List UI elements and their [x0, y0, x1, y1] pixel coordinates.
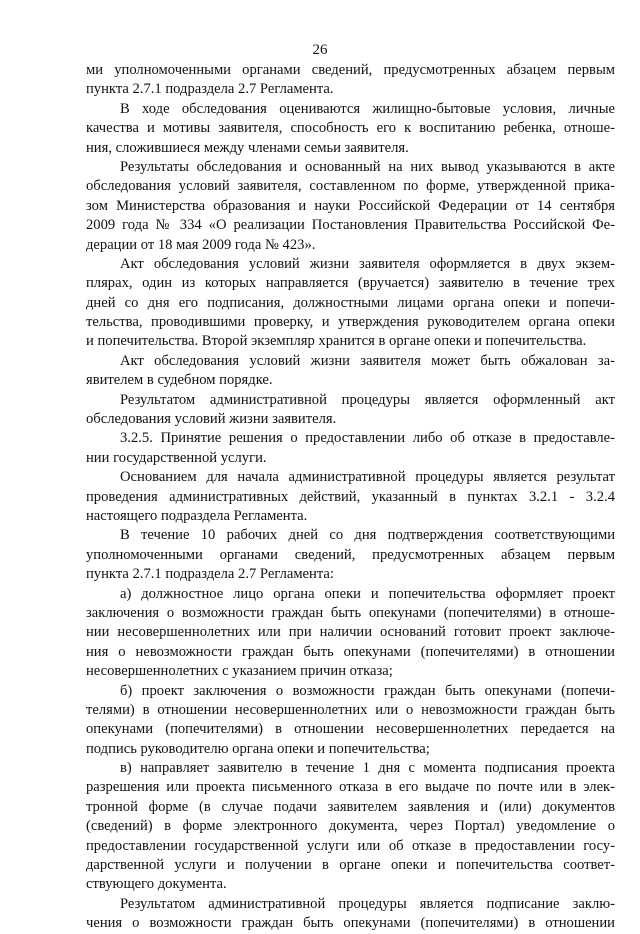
text-line: б) проект заключения о возможности граждан быть опекунами (попечи- [120, 682, 615, 699]
text-line: заключения о возможности граждан быть опекунами (попечителями) в отноше- [86, 604, 615, 621]
text-line: ния о невозможности граждан быть опекунами (попечителями) в отношении [86, 643, 615, 660]
text-line: уполномоченными органами сведений, предусмотренных абзацем первым [86, 546, 615, 563]
text-line: разрешения или проекта письменного отказа в его выдаче по почте или в элек- [86, 779, 615, 796]
text-line: зом Министерства образования и науки Российской Федерации от 14 сентября [86, 197, 615, 214]
text-line: дней со дня его подписания, должностными лицами органа опеки и попечи- [86, 294, 615, 311]
text-line: дерации от 18 мая 2009 года № 423». [86, 236, 316, 253]
text-line: дарственной услуги и получении в органе опеки и попечительства соответ- [86, 857, 615, 874]
paragraph [86, 526, 615, 584]
text-line: и попечительства. Второй экземпляр хранится в органе опеки и попечительства. [86, 333, 587, 350]
text-line: плярах, один из которых направляется (вручается) заявителю в течение трех [86, 275, 615, 292]
paragraph [86, 429, 615, 468]
text-line: ния, сложившиеся между членами семьи заявителя. [86, 139, 409, 156]
text-line: Акт обследования условий жизни заявителя оформляется в двух экзем- [120, 255, 615, 272]
text-line: Акт обследования условий жизни заявителя может быть обжалован за- [120, 352, 615, 369]
text-line: подпись руководителю органа опеки и попечительства; [86, 740, 430, 757]
text-line: тронной форме (в случае подачи заявителем заявления и (или) документов [86, 798, 615, 815]
text-line: чения о возможности граждан быть опекунами (попечителями) в отношении [86, 915, 615, 932]
text-line: а) должностное лицо органа опеки и попечительства оформляет проект [120, 585, 615, 602]
text-line: пункта 2.7.1 подраздела 2.7 Регламента: [86, 566, 334, 583]
text-line: в) направляет заявителю в течение 1 дня с момента подписания проекта [120, 760, 615, 777]
text-line: обследования условий заявителя, составленном по форме, утвержденной прика- [86, 178, 615, 195]
text-line: В течение 10 рабочих дней со дня подтверждения соответствующими [120, 527, 615, 544]
paragraph [86, 895, 615, 934]
text-line: телями) в отношении несовершеннолетних или о невозможности граждан быть [86, 701, 615, 718]
text-line: нии государственной услуги. [86, 449, 267, 466]
text-line: проведения административных действий, указанный в пунктах 3.2.1 - 3.2.4 [86, 488, 615, 505]
paragraph [86, 585, 615, 682]
text-line: 2009 года № 334 «О реализации Постановления Правительства Российской Фе- [86, 217, 615, 234]
text-line: тельства, проводившими проверку, и утверждения руководителем органа опеки [86, 314, 615, 331]
paragraph [86, 158, 615, 255]
text-line: обследования условий жизни заявителя. [86, 411, 337, 428]
text-line: Результатом административной процедуры является подписание заклю- [120, 895, 615, 912]
paragraph [86, 255, 615, 352]
page-number: 26 [312, 42, 328, 58]
paragraph [86, 61, 615, 100]
paragraph [86, 682, 615, 760]
text-line: предоставлении государственной услуги или об отказе в предоставлении госу- [86, 837, 615, 854]
text-line: нии несовершеннолетних или при наличии оснований готовит проект заключе- [86, 624, 615, 641]
text-line: ствующего документа. [86, 876, 227, 893]
paragraph [86, 352, 615, 391]
paragraph [86, 468, 615, 526]
text-line: (сведений) в форме электронного документа, через Портал) уведомление о [86, 818, 615, 835]
text-line: 3.2.5. Принятие решения о предоставлении либо об отказе в предоставле- [120, 430, 615, 447]
paragraph [86, 391, 615, 430]
text-line: опекунами (попечителями) в отношении несовершеннолетних передается на [86, 721, 615, 738]
text-line: Результатом административной процедуры является оформленный акт [120, 391, 615, 408]
text-line: ми уполномоченными органами сведений, предусмотренных абзацем первым [86, 62, 615, 78]
text-line: В ходе обследования оцениваются жилищно-бытовые условия, личные [120, 100, 615, 117]
text-line: настоящего подраздела Регламента. [86, 507, 308, 524]
text-line: явителем в судебном порядке. [86, 372, 273, 389]
paragraph [86, 100, 615, 158]
paragraph [86, 759, 615, 895]
text-line: Основанием для начала административной процедуры является результат [120, 469, 615, 486]
text-line: несовершеннолетних с указанием причин отказа; [86, 663, 393, 680]
document-body [86, 61, 615, 934]
text-line: пункта 2.7.1 подраздела 2.7 Регламента. [86, 81, 334, 98]
text-line: Результаты обследования и основанный на них вывод указываются в акте [120, 158, 615, 175]
text-line: качества и мотивы заявителя, способность его к воспитанию ребенка, отноше- [86, 120, 615, 137]
